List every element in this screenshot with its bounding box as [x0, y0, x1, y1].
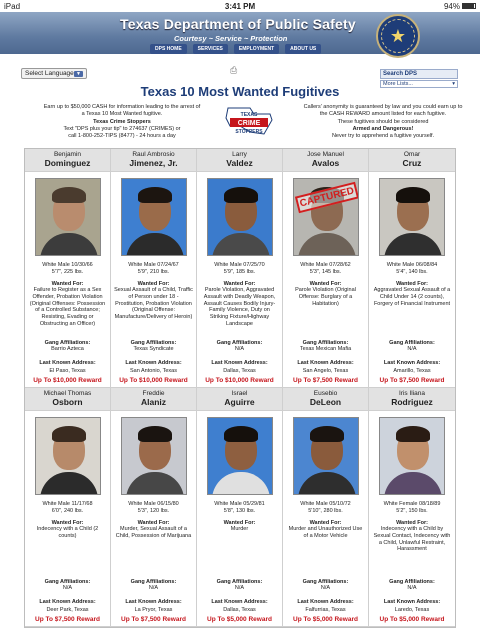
fugitive-height-weight: 5'4", 140 lbs.: [396, 269, 428, 275]
fugitive-height-weight: 5'2", 150 lbs.: [396, 508, 428, 514]
site-title: Texas Department of Public Safety: [120, 16, 356, 32]
fugitive-description: [214, 501, 264, 515]
status-time: 3:41 PM: [224, 1, 256, 11]
fugitive-last-name: Valdez: [226, 158, 253, 168]
reward-amount: Up To $7,500 Reward: [121, 616, 186, 623]
fugitive-first-name: Benjamin: [53, 151, 82, 158]
gang-affiliation: N/A: [148, 585, 159, 592]
gang-affiliation: N/A: [320, 585, 331, 592]
wanted-for-label: Wanted For:: [223, 520, 256, 526]
fugitive-card[interactable]: [111, 149, 197, 388]
wanted-for-label: Wanted For:: [309, 520, 342, 526]
wanted-for-label: Wanted For:: [137, 281, 170, 287]
fugitive-last-name: Avalos: [311, 158, 340, 168]
site-tagline: Courtesy ~ Service ~ Protection: [174, 34, 288, 43]
wanted-for-charges: Murder, Sexual Assault of a Child, Possession of Marijuana: [115, 526, 192, 539]
fugitive-last-name: Alaniz: [140, 397, 167, 407]
fugitive-photo[interactable]: [379, 178, 445, 256]
fugitive-demographics: White Male 06/15/80: [128, 501, 179, 507]
fugitive-photo[interactable]: [293, 417, 359, 495]
last-known-address: Deer Park, Texas: [46, 607, 89, 614]
fugitive-height-weight: 5'3", 120 lbs.: [137, 508, 170, 514]
fugitive-description: [128, 501, 178, 515]
gang-label: Gang Affiliations:: [389, 579, 435, 586]
fugitive-name: [25, 388, 110, 411]
fugitive-demographics: White Male 10/30/66: [42, 262, 93, 268]
fugitive-card[interactable]: [283, 388, 369, 627]
fugitive-card[interactable]: [197, 149, 283, 388]
fugitive-height-weight: 5'9", 185 lbs.: [223, 269, 256, 275]
wanted-for-charges: Indecency with a Child by Sexual Contact, Indecency with a Child, Unlawful Restraint, Harassment: [373, 526, 451, 553]
fugitive-first-name: Omar: [403, 151, 421, 158]
fugitive-photo[interactable]: [121, 417, 187, 495]
fugitive-card[interactable]: [283, 149, 369, 388]
gang-label: Gang Affiliations:: [130, 340, 177, 347]
address-label: Last Known Address:: [125, 599, 182, 606]
reward-amount: Up To $10,000 Reward: [205, 377, 274, 384]
gang-label: Gang Affiliations:: [130, 579, 177, 586]
language-select[interactable]: [21, 68, 87, 79]
gang-affiliation: Barrio Azteca: [51, 346, 84, 353]
chevron-down-icon: ▼: [76, 70, 81, 77]
wanted-for-label: Wanted For:: [137, 520, 170, 526]
last-known-address: Dallas, Texas: [223, 607, 256, 614]
address-label: Last Known Address:: [297, 360, 354, 367]
fugitives-grid: [24, 148, 456, 628]
battery-icon: [462, 3, 476, 9]
nav-services[interactable]: SERVICES: [193, 44, 228, 54]
dps-seal-icon[interactable]: ★: [376, 14, 420, 58]
last-known-address: La Pryor, Texas: [134, 607, 173, 614]
fugitive-height-weight: 5'9", 210 lbs.: [137, 269, 170, 275]
gang-affiliation: Texas Mexican Mafia: [299, 346, 352, 353]
fugitive-description: [42, 501, 92, 515]
fugitive-demographics: White Male 07/25/70: [214, 262, 265, 268]
nav-employment[interactable]: EMPLOYMENT: [234, 44, 279, 54]
more-lists-select[interactable]: More Lists... ▾: [380, 80, 458, 88]
anonymity-info: Callers' anonymity is guaranteed by law and you could earn up to the CASH REWARD amount listed for each fugitive. These fugitives should be considered Armed and Dangerous! Never try to apprehend a fugitive yourself.: [303, 104, 463, 140]
fugitive-name: [369, 388, 455, 411]
fugitive-card[interactable]: [111, 388, 197, 627]
fugitive-name: [197, 388, 282, 411]
gang-label: Gang Affiliations:: [44, 340, 91, 347]
gang-affiliation: N/A: [234, 346, 245, 353]
wanted-for-charges: Sexual Assault of a Child, Traffic of Person under 18 - Prostitution, Probation Violation (Original Offense: Manufacture/Delivery of Heroin): [114, 287, 193, 321]
fugitive-height-weight: 5'8", 130 lbs.: [223, 508, 256, 514]
gang-affiliation: Texas Syndicate: [133, 346, 174, 353]
fugitive-last-name: Jimenez, Jr.: [129, 158, 178, 168]
fugitive-demographics: White Male 11/17/68: [42, 501, 93, 507]
wanted-for-charges: Parole Violation, Aggravated Assault with Deadly Weapon, Assault Causes Bodily Injury-Family Violence, Duty on Striking Fixture/Highway Landscape: [203, 287, 276, 327]
fugitive-demographics: White Male 05/10/72: [300, 501, 351, 507]
fugitive-last-name: Osborn: [52, 397, 83, 407]
reward-amount: Up To $5,000 Reward: [379, 616, 445, 623]
fugitive-description: [214, 262, 264, 276]
fugitive-photo[interactable]: [293, 178, 359, 256]
fugitive-description: [42, 262, 92, 276]
fugitive-demographics: White Female 08/18/89: [383, 501, 441, 507]
fugitive-card[interactable]: [197, 388, 283, 627]
wanted-for-charges: Indecency with a Child (2 counts): [36, 526, 99, 539]
fugitive-height-weight: 5'7", 225 lbs.: [51, 269, 84, 275]
gang-label: Gang Affiliations:: [302, 579, 349, 586]
fugitive-last-name: Dominguez: [44, 158, 91, 168]
gang-label: Gang Affiliations:: [44, 579, 91, 586]
wanted-for-label: Wanted For:: [51, 281, 84, 287]
logo-text-bottom: STOPPERS: [235, 129, 263, 135]
battery-percent: 94%: [443, 1, 460, 11]
wanted-for-label: Wanted For:: [396, 281, 428, 287]
reward-amount: Up To $7,500 Reward: [379, 377, 445, 384]
fugitive-last-name: DeLeon: [309, 397, 342, 407]
gang-label: Gang Affiliations:: [216, 340, 263, 347]
crime-stoppers-logo[interactable]: [220, 106, 278, 136]
reward-amount: Up To $10,000 Reward: [33, 377, 102, 384]
address-label: Last Known Address:: [125, 360, 182, 367]
reward-amount: Up To $10,000 Reward: [119, 377, 188, 384]
gang-affiliation: N/A: [407, 346, 417, 353]
fugitive-height-weight: 6'0", 240 lbs.: [51, 508, 84, 514]
fugitive-first-name: Jose Manuel: [307, 151, 344, 158]
last-known-address: Laredo, Texas: [394, 607, 430, 614]
fugitive-first-name: Michael Thomas: [43, 390, 92, 397]
wanted-for-charges: Murder: [230, 526, 249, 532]
chevron-down-icon: ▾: [452, 81, 455, 87]
fugitive-description: [387, 262, 437, 276]
page-title: Texas 10 Most Wanted Fugitives: [140, 84, 340, 99]
fugitive-card[interactable]: [369, 149, 455, 388]
wanted-for-charges: Failure to Register as a Sex Offender, Probation Violation (Original Offenses: Possession of a Controlled Substance; Resisting, Evading or Obstructing an Officer): [29, 287, 106, 327]
fugitive-photo[interactable]: [121, 178, 187, 256]
wanted-for-charges: Murder and Unauthorized Use of a Motor Vehicle: [288, 526, 363, 539]
fugitive-description: [300, 262, 350, 276]
fugitive-last-name: Rodriguez: [391, 397, 433, 407]
fugitive-photo[interactable]: [379, 417, 445, 495]
fugitive-photo[interactable]: [35, 417, 101, 495]
search-dps-button[interactable]: Search DPS: [380, 69, 458, 79]
fugitive-name: [111, 149, 196, 172]
fugitive-name: [111, 388, 196, 411]
last-known-address: Falfurrias, Texas: [305, 607, 346, 614]
last-known-address: Amarillo, Texas: [393, 368, 431, 375]
last-known-address: El Paso, Texas: [49, 368, 86, 375]
address-label: Last Known Address:: [383, 599, 441, 606]
ios-status-bar: [0, 0, 480, 12]
fugitive-name: [369, 149, 455, 172]
reward-amount: Up To $7,500 Reward: [293, 377, 358, 384]
reward-amount: Up To $5,000 Reward: [293, 616, 358, 623]
fugitive-photo[interactable]: [207, 178, 273, 256]
fugitive-photo[interactable]: [35, 178, 101, 256]
fugitive-first-name: Iris Iliana: [398, 390, 425, 397]
main-nav: [150, 44, 340, 54]
gang-affiliation: N/A: [62, 585, 73, 592]
fugitive-card[interactable]: [369, 388, 455, 627]
logo-text-middle: CRIME: [237, 120, 261, 127]
nav-dps-home[interactable]: DPS HOME: [150, 44, 187, 54]
fugitive-name: [283, 149, 368, 172]
fugitive-first-name: Larry: [232, 151, 247, 158]
fugitive-description: [300, 501, 350, 515]
reward-amount: Up To $5,000 Reward: [207, 616, 272, 623]
address-label: Last Known Address:: [39, 360, 96, 367]
fugitive-photo[interactable]: [207, 417, 273, 495]
fugitive-demographics: White Male 07/28/62: [300, 262, 351, 268]
reward-info: Earn up to $50,000 CASH for information leading to the arrest of a Texas 10 Most Wanted fugitive. Texas Crime Stoppers Text "DPS plus your tip" to 274637 (CRIMES) or call 1-800-252-TIPS (8477) - 24 hours a day: [43, 104, 201, 140]
address-label: Last Known Address:: [39, 599, 96, 606]
fugitive-name: [25, 149, 110, 172]
fugitive-first-name: Israel: [231, 390, 248, 397]
fugitive-demographics: White Male 06/08/84: [386, 262, 438, 268]
fugitive-description: [384, 501, 441, 515]
gang-label: Gang Affiliations:: [389, 340, 435, 347]
fugitive-first-name: Freddie: [142, 390, 165, 397]
wanted-for-label: Wanted For:: [223, 281, 256, 287]
wanted-for-label: Wanted For:: [309, 281, 342, 287]
address-label: Last Known Address:: [211, 360, 268, 367]
fugitive-card[interactable]: [25, 388, 111, 627]
fugitive-height-weight: 5'3", 145 lbs.: [309, 269, 342, 275]
fugitive-demographics: White Male 05/29/81: [214, 501, 265, 507]
address-label: Last Known Address:: [297, 599, 354, 606]
fugitive-card[interactable]: [25, 149, 111, 388]
logo-text-top: TEXAS: [240, 112, 258, 118]
gang-affiliation: N/A: [234, 585, 245, 592]
last-known-address: Dallas, Texas: [223, 368, 256, 375]
gang-label: Gang Affiliations:: [302, 340, 349, 347]
fugitive-last-name: Aguirre: [224, 397, 255, 407]
reward-amount: Up To $7,500 Reward: [35, 616, 100, 623]
gang-label: Gang Affiliations:: [216, 579, 263, 586]
wanted-for-label: Wanted For:: [51, 520, 84, 526]
carrier-label: iPad: [4, 1, 21, 11]
last-known-address: San Antonio, Texas: [130, 368, 177, 375]
fugitive-description: [128, 262, 178, 276]
fugitive-first-name: Eusebio: [313, 390, 338, 397]
print-icon[interactable]: ⎙: [230, 65, 238, 75]
nav-about-us[interactable]: ABOUT US: [285, 44, 321, 54]
address-label: Last Known Address:: [211, 599, 268, 606]
fugitive-demographics: White Male 07/24/67: [128, 262, 179, 268]
wanted-for-charges: Aggravated Sexual Assault of a Child Under 14 (2 counts), Forgery of Financial Instrument: [373, 287, 451, 307]
language-select-label: Select Language: [25, 70, 74, 77]
wanted-for-label: Wanted For:: [396, 520, 428, 526]
fugitive-first-name: Raul Ambrosio: [132, 151, 175, 158]
gang-affiliation: N/A: [407, 585, 417, 592]
last-known-address: San Angelo, Texas: [302, 368, 349, 375]
fugitive-name: [283, 388, 368, 411]
address-label: Last Known Address:: [383, 360, 441, 367]
captured-stamp: CAPTURED: [294, 182, 358, 213]
fugitive-last-name: Cruz: [402, 158, 422, 168]
fugitive-name: [197, 149, 282, 172]
wanted-for-charges: Parole Violation (Original Offense: Burglary of a Habitation): [295, 287, 356, 307]
fugitive-height-weight: 5'10", 280 lbs.: [308, 508, 343, 514]
